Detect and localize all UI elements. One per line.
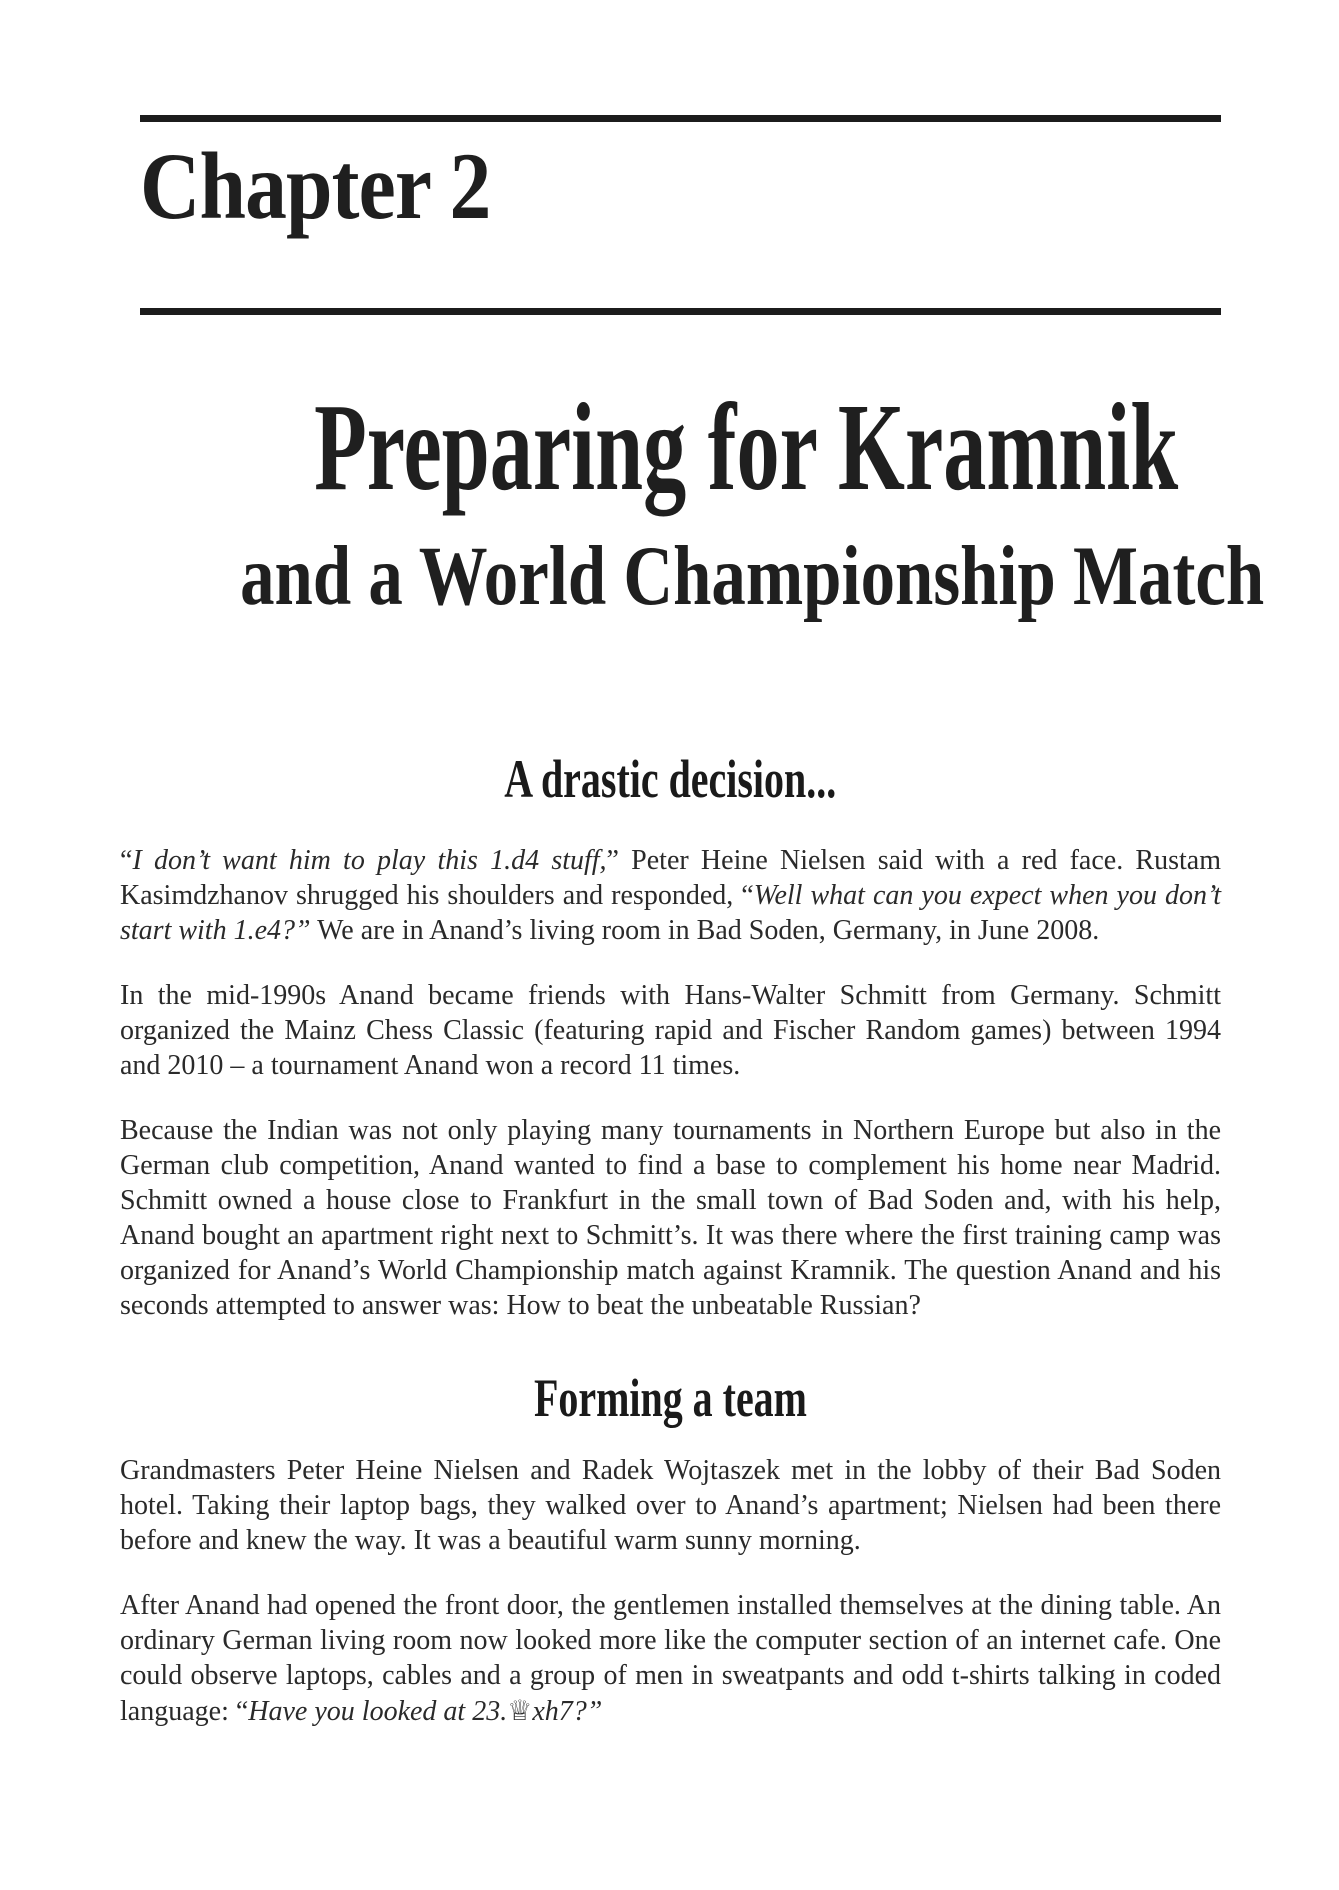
- text-segment: Grandmasters Peter Heine Nielsen and Radek Wojtaszek met in the lobby of their Bad Soden hotel. Taking their laptop bags, they walked over to Anand’s apartment; Nielsen had been there before and knew the way. It was a beautiful warm sunny morning.: [120, 1455, 1221, 1556]
- text-segment: Because the Indian was not only playing many tournaments in Northern Europe but also in the German club competition, Anand wanted to find a base to complement his home near Madrid. Schmitt owned a house close to Frankfurt in the small town of Bad Soden and, with his help, Anand bought an apartment right next to Schmitt’s. It was there where the first training camp was organized for Anand’s World Championship match against Kramnik. The question Anand and his seconds attempted to answer was: How to beat the unbeatable Russian?: [120, 1115, 1221, 1321]
- paragraph: [120, 1453, 1221, 1558]
- text-segment-italic: Have you looked at 23.: [248, 1696, 508, 1727]
- text-segment-italic: Well what can you expect when you don’t start with 1.e4?”: [120, 880, 1221, 946]
- chapter-main-title-text: Preparing for Kramnik: [314, 379, 1179, 517]
- text-segment: After Anand had opened the front door, the gentlemen installed themselves at the dining table. An ordinary German living room now looked more like the computer section of an internet cafe. One could observe laptops, cables and a group of men in sweatpants and odd t-shirts talking in coded language: “: [120, 1590, 1221, 1727]
- section-heading-text: Forming a team: [534, 1368, 807, 1428]
- paragraph: [120, 1113, 1221, 1323]
- chapter-rule-top: [140, 115, 1221, 122]
- text-segment-italic: xh7?”: [532, 1696, 603, 1727]
- text-segment: ” Peter Heine Nielsen said with a red face. Rustam Kasimdzhanov shrugged his shoulders and responded, “: [120, 845, 1221, 911]
- queen-chess-figurine: ♕: [507, 1694, 533, 1727]
- text-segment: “: [120, 845, 133, 876]
- chapter-rule-bottom: [140, 308, 1221, 315]
- text-segment: In the mid-1990s Anand became friends with Hans-Walter Schmitt from Germany. Schmitt organized the Mainz Chess Classic (featuring rapid and Fischer Random games) between 1994 and 2010 – a tournament Anand won a record 11 times.: [120, 980, 1221, 1081]
- chapter-subtitle-text: and a World Championship Match: [240, 529, 1265, 623]
- chapter-header: [140, 0, 1221, 315]
- chapter-number-text: Chapter 2: [140, 133, 491, 239]
- section-heading-drastic-decision: [120, 749, 1221, 809]
- chapter-main-title: [120, 379, 1221, 517]
- chapter-subtitle: [120, 529, 1265, 623]
- paragraph: [120, 978, 1221, 1083]
- text-segment-italic: I don’t want him to play this 1.d4 stuff,: [132, 845, 607, 876]
- paragraph: [120, 1588, 1221, 1729]
- chapter-number-heading: [140, 133, 1221, 239]
- text-column: [120, 0, 1265, 1729]
- section-a-drastic-decision: [120, 749, 1221, 1323]
- section-heading-forming-a-team: [120, 1368, 1221, 1428]
- paragraph: [120, 843, 1221, 948]
- text-segment: We are in Anand’s living room in Bad Soden, Germany, in June 2008.: [310, 915, 1100, 946]
- section-forming-a-team: [120, 1368, 1221, 1729]
- section-heading-text: A drastic decision...: [504, 749, 837, 809]
